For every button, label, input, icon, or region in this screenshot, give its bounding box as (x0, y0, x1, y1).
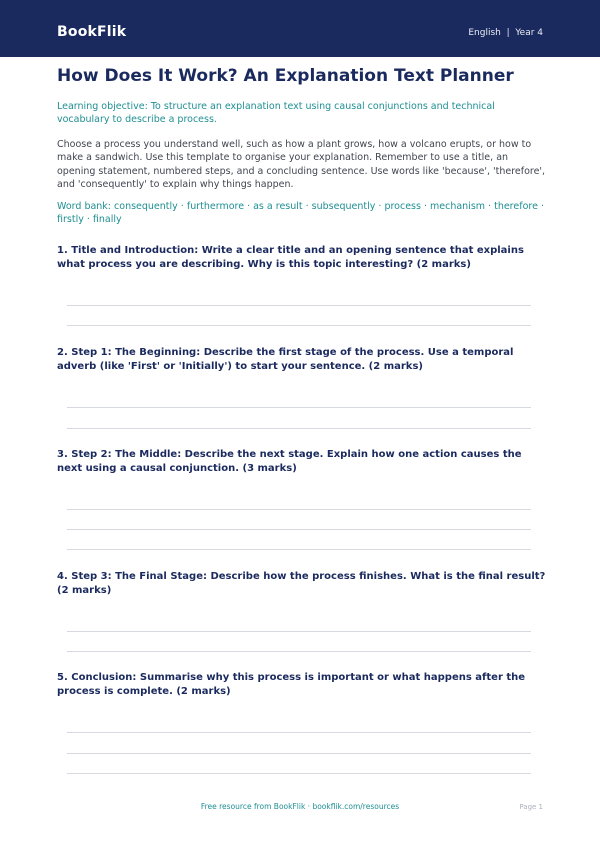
answer-line[interactable] (67, 305, 531, 306)
learning-objective: Learning objective: To structure an explanation text using causal conjunctions and technical vocabulary to describe a process. (57, 101, 495, 125)
answer-line[interactable] (67, 651, 531, 652)
answer-line[interactable] (67, 631, 531, 632)
answer-line[interactable] (67, 407, 531, 408)
question-5: 5. Conclusion: Summarise why this process is important or what happens after the process is complete. (2 marks) (57, 672, 526, 697)
answer-line[interactable] (67, 529, 531, 530)
answer-line[interactable] (67, 732, 531, 733)
page-number: Page 1 (519, 803, 543, 811)
subject-year-label: English | Year 4 (468, 28, 543, 38)
answer-line[interactable] (67, 509, 531, 510)
question-1: 1. Title and Introduction: Write a clear title and an opening sentence that explains what process you are describing. Why is this topic interesting? (2 marks) (57, 245, 524, 270)
answer-line[interactable] (67, 753, 531, 754)
question-4: 4. Step 3: The Final Stage: Describe how the process finishes. What is the final result? (2 marks) (57, 571, 546, 596)
page-title: How Does It Work? An Explanation Text Planner (57, 66, 514, 86)
header-bar (0, 0, 600, 57)
question-3: 3. Step 2: The Middle: Describe the next stage. Explain how one action causes the next using a causal conjunction. (3 marks) (57, 449, 522, 474)
answer-line[interactable] (67, 325, 531, 326)
answer-line[interactable] (67, 549, 531, 550)
footer-credit: Free resource from BookFlik · bookflik.com/resources (200, 802, 400, 811)
answer-line[interactable] (67, 773, 531, 774)
brand-logo: BookFlik (57, 24, 127, 40)
word-bank: Word bank: consequently · furthermore · as a result · subsequently · process · mechanism · therefore · firstly · finally (57, 201, 544, 225)
question-2: 2. Step 1: The Beginning: Describe the first stage of the process. Use a temporal adverb (like 'First' or 'Initially') to start your sentence. (2 marks) (57, 347, 514, 372)
intro-paragraph: Choose a process you understand well, such as how a plant grows, how a volcano erupts, or how to make a sandwich. Use this template to organise your explanation. Remember to use a title, an opening statement, numbered steps, and a concluding sentence. Use words like 'because', 'therefore', and 'consequently' to explain why things happen. (57, 139, 546, 191)
answer-line[interactable] (67, 428, 531, 429)
